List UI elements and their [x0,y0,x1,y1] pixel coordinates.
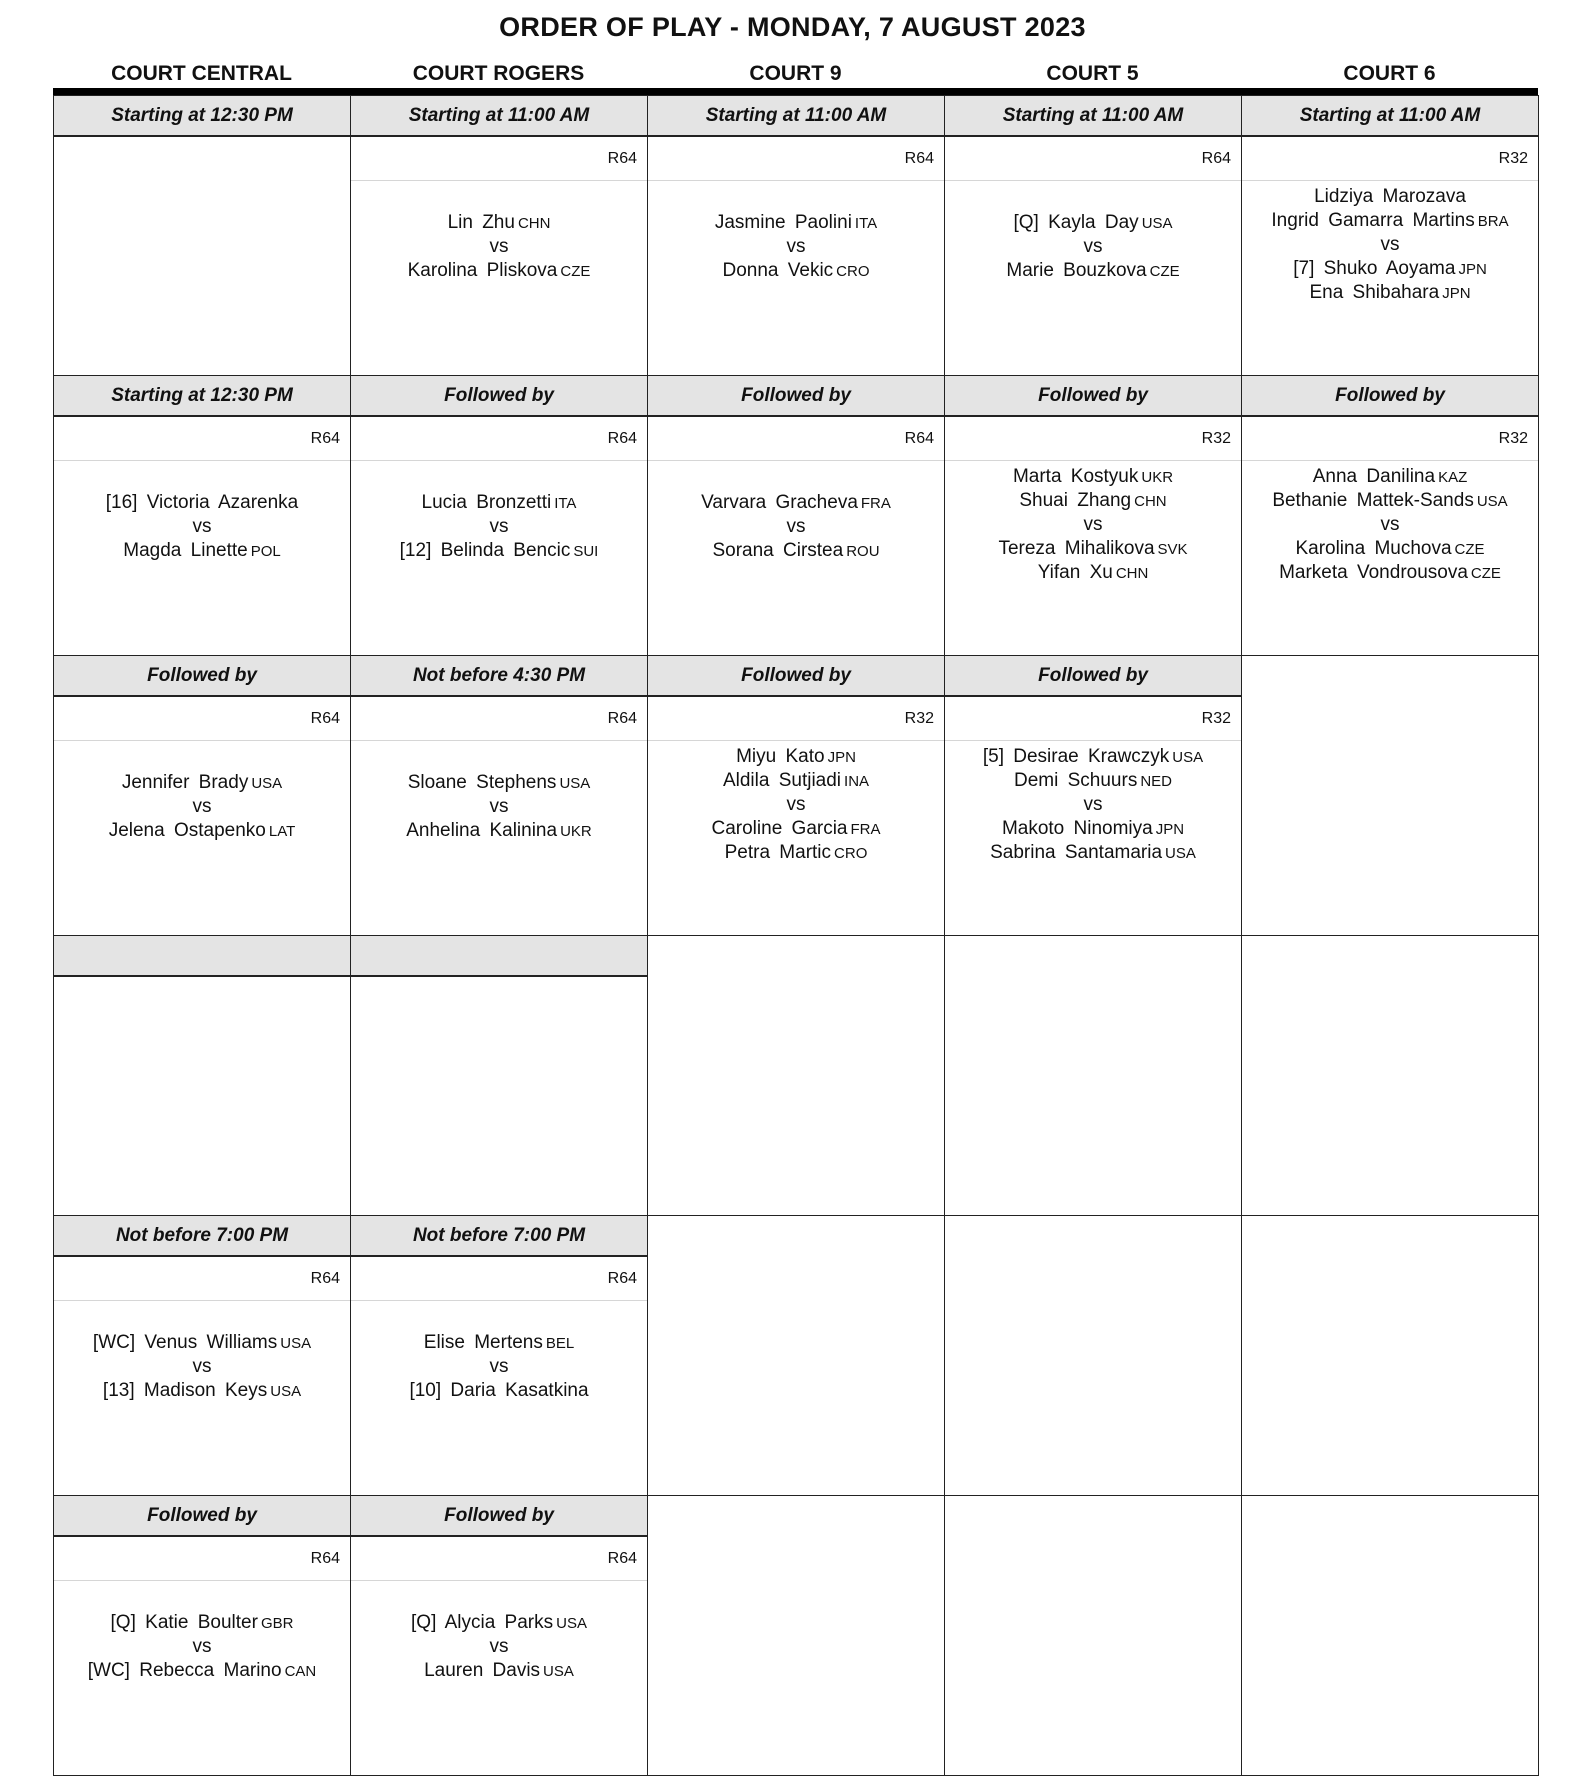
country-code: USA [251,775,283,792]
player-line [945,259,1241,283]
slot-start-time: Starting at 11:00 AM [648,96,944,137]
player-name: Lin Zhu [447,212,515,233]
player-name: Marketa Vondrousova [1279,562,1468,583]
country-code: INA [844,773,870,790]
vs-text: vs [192,796,212,817]
empty-cell [1241,935,1539,1216]
player-line [1242,489,1538,513]
versus-label [945,513,1241,537]
country-code: USA [1165,845,1196,862]
versus-label [945,235,1241,259]
singles-match [351,181,647,283]
empty-cell [1241,655,1539,936]
player-name: [13] Madison Keys [102,1380,268,1401]
vs-text: vs [1380,234,1400,255]
vs-text: vs [1083,236,1103,257]
player-name: Jasmine Paolini [714,212,852,233]
country-code: USA [559,775,591,792]
player-name: Lucia Bronzetti [421,492,552,513]
country-code: USA [280,1335,312,1352]
round-label: R64 [351,1257,647,1301]
player-name: Yifan Xu [1037,562,1113,583]
player-line [945,561,1241,585]
vs-text: vs [489,1636,509,1657]
round-label: R64 [351,137,647,181]
country-code: UKR [1141,469,1174,486]
player-line [54,771,350,795]
match-slot-central-6 [53,1495,351,1776]
slot-start-time: Followed by [648,376,944,417]
court-name-central: COURT CENTRAL [111,62,292,85]
player-name: Sorana Cirstea [712,540,844,561]
singles-match [648,181,944,283]
player-name: [5] Desirae Krawczyk [982,746,1170,767]
player-line [54,539,350,563]
player-name: Anna Danilina [1312,466,1436,487]
country-code: UKR [560,823,592,840]
match-slot-central-2 [53,375,351,656]
match-slot-6-1 [1241,95,1539,376]
versus-label [648,515,944,539]
player-name: Aldila Sutjiadi [722,770,842,791]
player-name: Bethanie Mattek-Sands [1272,490,1474,511]
round-label: R32 [1242,417,1538,461]
player-name: Anhelina Kalinina [406,820,558,841]
player-name: [WC] Rebecca Marino [87,1660,282,1681]
country-code: KAZ [1438,469,1468,486]
vs-text: vs [192,1636,212,1657]
player-name: Karolina Pliskova [407,260,558,281]
player-name: Tereza Mihalikova [998,538,1155,559]
singles-match [648,461,944,563]
match-slot-central-4 [53,935,351,1216]
versus-label [1242,233,1538,257]
singles-match [54,1301,350,1403]
country-code: USA [556,1615,587,1632]
versus-label [351,1355,647,1379]
player-line [1242,209,1538,233]
match-slot-9-3 [647,655,945,936]
round-label: R64 [54,1257,350,1301]
country-code: CZE [560,263,591,280]
player-name: [WC] Venus Williams [92,1332,278,1353]
vs-text: vs [192,1356,212,1377]
singles-match [54,461,350,563]
player-name: Lidziya Marozava [1314,186,1466,207]
player-line [351,491,647,515]
match-slot-9-2 [647,375,945,656]
match-slot-rogers-3 [350,655,648,936]
country-code: USA [270,1383,302,1400]
country-code: CHN [1115,565,1149,582]
vs-text: vs [1083,794,1103,815]
slot-start-time: Followed by [648,656,944,697]
vs-text: vs [192,516,212,537]
player-line [351,1331,647,1355]
slot-start-time: Followed by [1242,376,1538,417]
slot-start-time: Starting at 11:00 AM [1242,96,1538,137]
versus-label [945,793,1241,817]
player-line [351,211,647,235]
player-name: [7] Shuko Aoyama [1293,258,1456,279]
singles-match [351,741,647,843]
player-line [54,1611,350,1635]
vs-text: vs [489,796,509,817]
player-name: Jennifer Brady [121,772,249,793]
player-name: Shuai Zhang [1019,490,1132,511]
match-slot-6-2 [1241,375,1539,656]
country-code: FRA [860,495,891,512]
country-code: JPN [1442,285,1471,302]
court-name-5: COURT 5 [1046,62,1139,85]
player-name: [Q] Katie Boulter [110,1612,258,1633]
player-name: Lauren Davis [424,1660,541,1681]
slot-start-time: Not before 7:00 PM [351,1216,647,1257]
country-code: FRA [850,821,881,838]
country-code: CRO [836,263,870,280]
court-name-9: COURT 9 [749,62,842,85]
player-line [351,1659,647,1683]
doubles-match [648,741,944,865]
round-label: R64 [54,417,350,461]
player-name: Demi Schuurs [1014,770,1138,791]
page-title: ORDER OF PLAY - MONDAY, 7 AUGUST 2023 [499,12,1086,42]
player-line [648,211,944,235]
player-line [1242,465,1538,489]
slot-start-time: Followed by [54,656,350,697]
player-line [945,769,1241,793]
player-name: Karolina Muchova [1295,538,1452,559]
player-line [945,489,1241,513]
empty-cell [647,1215,945,1496]
player-line [351,1379,647,1403]
round-label: R64 [54,1537,350,1581]
empty-cell [1241,1495,1539,1776]
doubles-match [1242,181,1538,305]
vs-text: vs [786,236,806,257]
country-code: CZE [1454,541,1485,558]
round-label: R64 [648,417,944,461]
slot-start-time: Followed by [351,376,647,417]
country-code: BRA [1477,213,1509,230]
versus-label [54,1635,350,1659]
player-line [1242,281,1538,305]
singles-match [54,1581,350,1683]
player-line [945,465,1241,489]
round-label: R64 [351,417,647,461]
player-line [648,539,944,563]
singles-match [351,1301,647,1403]
player-name: Makoto Ninomiya [1001,818,1153,839]
order-of-play-grid [53,95,1538,1775]
country-code: USA [1172,749,1204,766]
versus-label [54,1355,350,1379]
vs-text: vs [489,1356,509,1377]
country-code: GBR [260,1615,294,1632]
match-slot-9-1 [647,95,945,376]
player-name: Sabrina Santamaria [990,842,1163,863]
player-name: Ingrid Gamarra Martins [1271,210,1475,231]
header-rule [53,88,1538,95]
round-label: R64 [54,697,350,741]
match-slot-rogers-4 [350,935,648,1216]
player-line [351,1611,647,1635]
player-line [945,841,1241,865]
match-slot-central-3 [53,655,351,936]
versus-label [54,795,350,819]
doubles-match [945,741,1241,865]
round-label: R32 [1242,137,1538,181]
country-code: USA [1476,493,1508,510]
country-code: SUI [573,543,599,560]
player-line [648,259,944,283]
player-line [945,745,1241,769]
round-label: R32 [648,697,944,741]
player-name: Ena Shibahara [1309,282,1440,303]
vs-text: vs [489,516,509,537]
country-code: ROU [846,543,880,560]
player-line [54,1659,350,1683]
country-code: LAT [268,823,296,840]
country-code: CRO [834,845,868,862]
country-code: BEL [545,1335,575,1352]
slot-start-time: Starting at 12:30 PM [54,376,350,417]
empty-cell [1241,1215,1539,1496]
match-slot-5-1 [944,95,1242,376]
player-line [1242,185,1538,209]
player-name: [Q] Kayla Day [1013,212,1139,233]
vs-text: vs [1083,514,1103,535]
round-label: R64 [351,697,647,741]
country-code: ITA [854,215,878,232]
player-name: Marie Bouzkova [1006,260,1147,281]
slot-start-time: Followed by [351,1496,647,1537]
country-code: NED [1140,773,1172,790]
country-code: POL [250,543,281,560]
player-name: [16] Victoria Azarenka [105,492,299,513]
player-line [54,491,350,515]
round-label: R32 [945,697,1241,741]
empty-cell [944,935,1242,1216]
singles-match [351,1581,647,1683]
player-name: Sloane Stephens [407,772,557,793]
country-code: JPN [1155,821,1185,838]
player-name: Donna Vekic [722,260,834,281]
player-name: [12] Belinda Bencic [399,540,571,561]
match-slot-rogers-5 [350,1215,648,1496]
versus-label [351,1635,647,1659]
vs-text: vs [489,236,509,257]
slot-start-time: Followed by [945,656,1241,697]
player-line [351,539,647,563]
vs-text: vs [786,794,806,815]
empty-cell [647,935,945,1216]
round-label: R32 [945,417,1241,461]
empty-cell [944,1215,1242,1496]
round-label: R64 [351,1537,647,1581]
player-line [54,819,350,843]
player-line [945,817,1241,841]
player-line [1242,257,1538,281]
slot-start-time: Not before 4:30 PM [351,656,647,697]
country-code: USA [543,1663,574,1680]
singles-match [945,181,1241,283]
player-line [54,1379,350,1403]
player-name: Elise Mertens [423,1332,543,1353]
court-name-rogers: COURT ROGERS [412,62,585,85]
versus-label [351,795,647,819]
match-slot-central-1 [53,95,351,376]
empty-cell [647,1495,945,1776]
player-line [648,745,944,769]
round-label: R64 [945,137,1241,181]
versus-label [351,235,647,259]
country-code: CAN [284,1663,317,1680]
country-code: CZE [1149,263,1180,280]
vs-text: vs [1380,514,1400,535]
slot-start-time: Followed by [945,376,1241,417]
player-name: Miyu Kato [736,746,825,767]
match-slot-rogers-6 [350,1495,648,1776]
country-code: JPN [1458,261,1487,278]
player-line [1242,561,1538,585]
doubles-match [1242,461,1538,585]
country-code: ITA [554,495,577,512]
versus-label [648,793,944,817]
singles-match [351,461,647,563]
versus-label [54,515,350,539]
player-name: Caroline Garcia [711,818,848,839]
player-line [945,211,1241,235]
slot-start-time: Starting at 12:30 PM [54,96,350,137]
slot-start-time: Starting at 11:00 AM [945,96,1241,137]
country-code: JPN [827,749,856,766]
versus-label [648,235,944,259]
doubles-match [945,461,1241,585]
court-name-6: COURT 6 [1343,62,1436,85]
player-line [945,537,1241,561]
slot-start-time [351,936,647,977]
country-code: CHN [517,215,551,232]
player-name: [Q] Alycia Parks [411,1612,554,1633]
country-code: CZE [1470,565,1501,582]
player-line [648,841,944,865]
player-line [648,769,944,793]
match-slot-5-2 [944,375,1242,656]
player-line [351,819,647,843]
player-line [54,1331,350,1355]
court-header-row [53,62,1537,90]
empty-cell [944,1495,1242,1776]
match-slot-rogers-1 [350,95,648,376]
slot-start-time [54,936,350,977]
player-line [648,817,944,841]
country-code: CHN [1134,493,1167,510]
slot-start-time: Not before 7:00 PM [54,1216,350,1257]
match-slot-5-3 [944,655,1242,936]
slot-start-time: Followed by [54,1496,350,1537]
slot-start-time: Starting at 11:00 AM [351,96,647,137]
player-line [351,771,647,795]
country-code: SVK [1157,541,1188,558]
player-name: [10] Daria Kasatkina [409,1380,589,1401]
player-name: Jelena Ostapenko [108,820,266,841]
match-slot-central-5 [53,1215,351,1496]
player-name: Varvara Gracheva [701,492,858,513]
match-slot-rogers-2 [350,375,648,656]
player-line [351,259,647,283]
singles-match [54,741,350,843]
player-line [1242,537,1538,561]
player-name: Petra Martic [724,842,832,863]
versus-label [1242,513,1538,537]
player-name: Magda Linette [123,540,248,561]
country-code: USA [1141,215,1173,232]
vs-text: vs [786,516,806,537]
versus-label [351,515,647,539]
player-name: Marta Kostyuk [1012,466,1139,487]
round-label: R64 [648,137,944,181]
player-line [648,491,944,515]
